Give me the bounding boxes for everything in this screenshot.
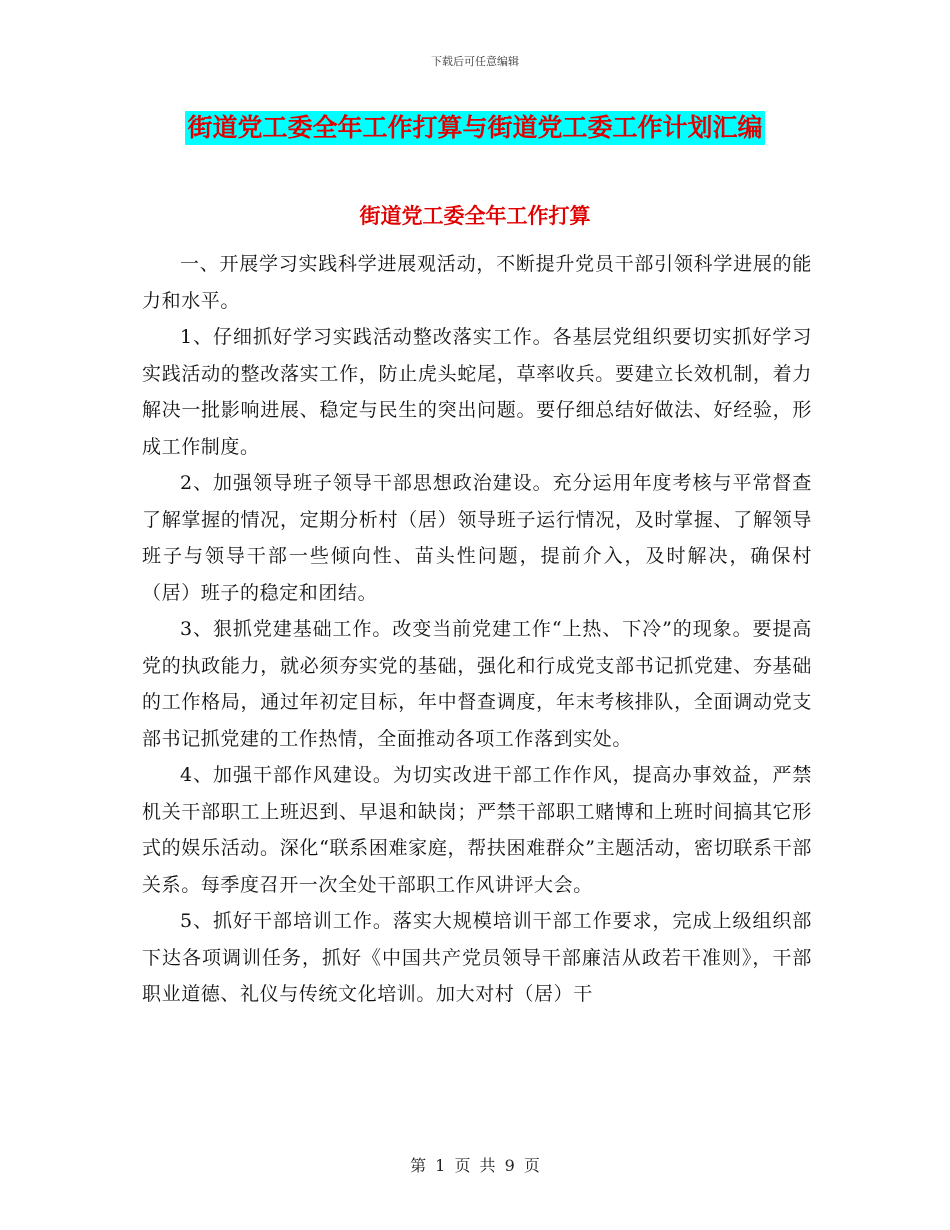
body-text (142, 246, 812, 1013)
page-footer: 第 1 页 共 9 页 (410, 1156, 540, 1175)
paragraph: 4、加强干部作风建设。为切实改进干部工作作风，提高办事效益，严禁机关干部职工上班迟到、早退和缺岗；严禁干部职工赌博和上班时间搞其它形式的娱乐活动。深化“联系困难家庭，帮扶困难群众”主题活动，密切联系干部关系。每季度召开一次全处干部职工作风讲评大会。 (142, 764, 812, 896)
paragraph: 一、开展学习实践科学进展观活动，不断提升党员干部引领科学进展的能力和水平。 (142, 253, 812, 312)
main-title-container (0, 111, 950, 145)
section-title: 街道党工委全年工作打算 (359, 204, 591, 228)
paragraph: 3、狠抓党建基础工作。改变当前党建工作“上热、下冷”的现象。要提高党的执政能力，就必须夯实党的基础，强化和行成党支部书记抓党建、夯基础的工作格局，通过年初定目标，年中督查调度，年末考核排队，全面调动党支部书记抓党建的工作热情，全面推动各项工作落到实处。 (142, 618, 812, 750)
main-title: 街道党工委全年工作打算与街道党工委工作计划汇编 (185, 111, 764, 145)
header-note: 下载后可任意编辑 (431, 55, 519, 68)
paragraph: 2、加强领导班子领导干部思想政治建设。充分运用年度考核与平常督查了解掌握的情况，定期分析村（居）领导班子运行情况，及时掌握、了解领导班子与领导干部一些倾向性、苗头性问题，提前介入，及时解决，确保村（居）班子的稳定和团结。 (142, 472, 812, 604)
paragraph: 1、仔细抓好学习实践活动整改落实工作。各基层党组织要切实抓好学习实践活动的整改落实工作，防止虎头蛇尾，草率收兵。要建立长效机制，着力解决一批影响进展、稳定与民生的突出问题。要仔细总结好做法、好经验，形成工作制度。 (142, 326, 812, 458)
paragraph: 5、抓好干部培训工作。落实大规模培训干部工作要求，完成上级组织部下达各项调训任务，抓好《中国共产党员领导干部廉洁从政若干准则》，干部职业道德、礼仪与传统文化培训。加大对村（居）干 (142, 910, 812, 1005)
